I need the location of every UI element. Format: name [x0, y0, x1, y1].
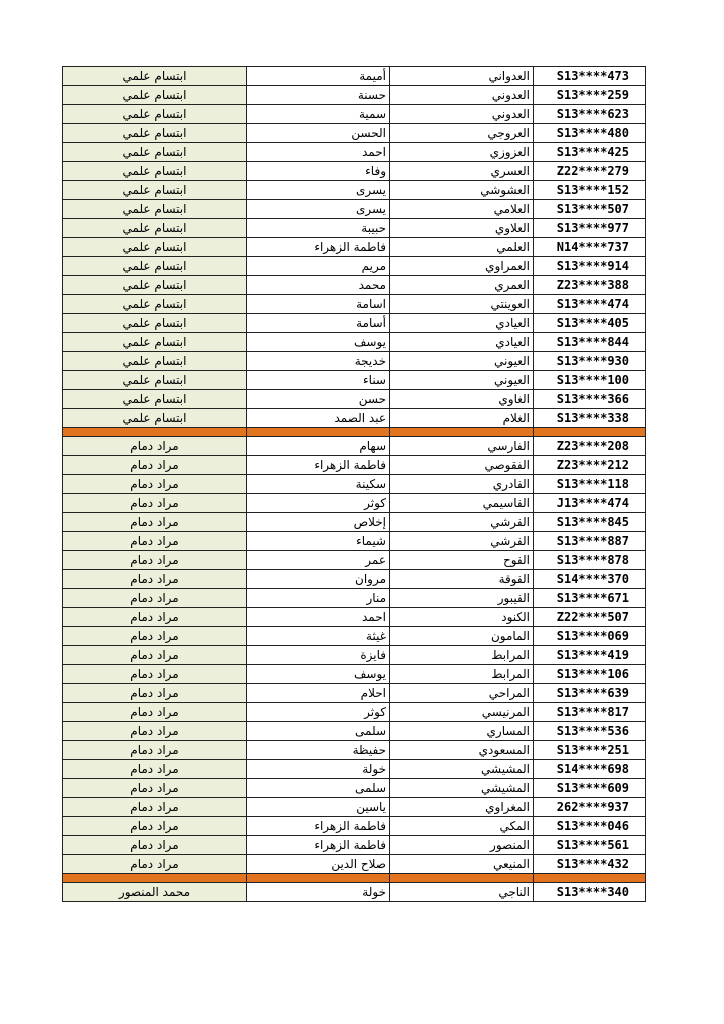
student-id-cell: S13****152 — [534, 181, 646, 200]
supervisor-cell: محمد المنصور — [63, 883, 247, 902]
last-name-cell: العمراوي — [390, 257, 534, 276]
separator-cell — [390, 874, 534, 883]
first-name-cell: فاطمة الزهراء — [247, 817, 390, 836]
student-id-cell: S13****106 — [534, 665, 646, 684]
first-name-cell: أسامة — [247, 314, 390, 333]
last-name-cell: الكنود — [390, 608, 534, 627]
student-id-cell: S13****817 — [534, 703, 646, 722]
supervisor-cell: مراد دمام — [63, 646, 247, 665]
table-row — [62, 703, 646, 722]
supervisor-cell: مراد دمام — [63, 437, 247, 456]
student-id-cell: S13****432 — [534, 855, 646, 874]
student-id-cell: S13****480 — [534, 124, 646, 143]
first-name-cell: منار — [247, 589, 390, 608]
supervisor-cell: مراد دمام — [63, 475, 247, 494]
last-name-cell: الغلام — [390, 409, 534, 428]
supervisor-cell: مراد دمام — [63, 703, 247, 722]
supervisor-cell: ابتسام علمي — [63, 162, 247, 181]
first-name-cell: يوسف — [247, 333, 390, 352]
student-id-cell: S13****100 — [534, 371, 646, 390]
table-row — [62, 836, 646, 855]
first-name-cell: يوسف — [247, 665, 390, 684]
supervisor-cell: ابتسام علمي — [63, 124, 247, 143]
first-name-cell: الحسن — [247, 124, 390, 143]
student-id-cell: S13****340 — [534, 883, 646, 902]
table-row — [62, 295, 646, 314]
last-name-cell: المرابط — [390, 646, 534, 665]
first-name-cell: احلام — [247, 684, 390, 703]
first-name-cell: صلاح الدين — [247, 855, 390, 874]
last-name-cell: العشوشي — [390, 181, 534, 200]
supervisor-cell: مراد دمام — [63, 836, 247, 855]
last-name-cell: القيبور — [390, 589, 534, 608]
supervisor-cell: مراد دمام — [63, 684, 247, 703]
table-row — [62, 257, 646, 276]
last-name-cell: العسري — [390, 162, 534, 181]
first-name-cell: حسن — [247, 390, 390, 409]
table-row — [62, 779, 646, 798]
table-row — [62, 855, 646, 874]
student-id-cell: S13****473 — [534, 67, 646, 86]
table-row — [62, 219, 646, 238]
first-name-cell: اسامة — [247, 295, 390, 314]
supervisor-cell: ابتسام علمي — [63, 219, 247, 238]
student-id-cell: S13****977 — [534, 219, 646, 238]
supervisor-cell: مراد دمام — [63, 570, 247, 589]
last-name-cell: المكي — [390, 817, 534, 836]
student-id-cell: S13****338 — [534, 409, 646, 428]
last-name-cell: المنصور — [390, 836, 534, 855]
first-name-cell: سمية — [247, 105, 390, 124]
separator-cell — [247, 874, 390, 883]
last-name-cell: المنيعي — [390, 855, 534, 874]
first-name-cell: سهام — [247, 437, 390, 456]
table-row — [62, 532, 646, 551]
separator-cell — [534, 428, 646, 437]
table-row — [62, 352, 646, 371]
first-name-cell: عمر — [247, 551, 390, 570]
student-id-cell: S13****609 — [534, 779, 646, 798]
supervisor-cell: مراد دمام — [63, 551, 247, 570]
student-id-cell: Z23****388 — [534, 276, 646, 295]
first-name-cell: كوثر — [247, 703, 390, 722]
first-name-cell: غيثة — [247, 627, 390, 646]
table-row — [62, 817, 646, 836]
group-separator — [62, 874, 646, 883]
last-name-cell: القاسيمي — [390, 494, 534, 513]
student-id-cell: S13****536 — [534, 722, 646, 741]
table-row — [62, 124, 646, 143]
table-row — [62, 627, 646, 646]
student-id-cell: S13****845 — [534, 513, 646, 532]
student-id-cell: S13****914 — [534, 257, 646, 276]
first-name-cell: فاطمة الزهراء — [247, 238, 390, 257]
supervisor-cell: ابتسام علمي — [63, 67, 247, 86]
supervisor-cell: ابتسام علمي — [63, 276, 247, 295]
first-name-cell: خولة — [247, 760, 390, 779]
first-name-cell: يسرى — [247, 181, 390, 200]
supervisor-cell: ابتسام علمي — [63, 257, 247, 276]
student-id-cell: S13****419 — [534, 646, 646, 665]
last-name-cell: الفارسي — [390, 437, 534, 456]
supervisor-cell: ابتسام علمي — [63, 371, 247, 390]
table-row — [62, 456, 646, 475]
student-id-cell: S13****878 — [534, 551, 646, 570]
table-row — [62, 646, 646, 665]
table-row — [62, 608, 646, 627]
student-id-cell: Z22****279 — [534, 162, 646, 181]
table-row — [62, 333, 646, 352]
student-id-cell: 262****937 — [534, 798, 646, 817]
student-id-cell: S13****671 — [534, 589, 646, 608]
separator-cell — [63, 428, 247, 437]
table-row — [62, 162, 646, 181]
supervisor-cell: ابتسام علمي — [63, 86, 247, 105]
supervisor-cell: ابتسام علمي — [63, 314, 247, 333]
last-name-cell: المشيشي — [390, 760, 534, 779]
first-name-cell: فاطمة الزهراء — [247, 836, 390, 855]
student-id-cell: S13****366 — [534, 390, 646, 409]
first-name-cell: سلمى — [247, 722, 390, 741]
table-row — [62, 475, 646, 494]
table-row — [62, 105, 646, 124]
table-row — [62, 798, 646, 817]
last-name-cell: العدواني — [390, 67, 534, 86]
first-name-cell: حفيظة — [247, 741, 390, 760]
supervisor-cell: مراد دمام — [63, 456, 247, 475]
first-name-cell: أميمة — [247, 67, 390, 86]
last-name-cell: العيوني — [390, 352, 534, 371]
last-name-cell: الغاوي — [390, 390, 534, 409]
supervisor-cell: ابتسام علمي — [63, 409, 247, 428]
student-id-cell: S13****561 — [534, 836, 646, 855]
first-name-cell: احمد — [247, 143, 390, 162]
student-table — [62, 66, 646, 902]
first-name-cell: وفاء — [247, 162, 390, 181]
first-name-cell: خولة — [247, 883, 390, 902]
student-id-cell: S13****930 — [534, 352, 646, 371]
table-row — [62, 513, 646, 532]
supervisor-cell: مراد دمام — [63, 741, 247, 760]
table-row — [62, 760, 646, 779]
last-name-cell: القرشي — [390, 513, 534, 532]
table-row — [62, 66, 646, 86]
separator-cell — [390, 428, 534, 437]
first-name-cell: سناء — [247, 371, 390, 390]
table-row — [62, 684, 646, 703]
first-name-cell: مريم — [247, 257, 390, 276]
student-id-cell: S13****623 — [534, 105, 646, 124]
last-name-cell: العيادي — [390, 314, 534, 333]
student-id-cell: S13****887 — [534, 532, 646, 551]
student-id-cell: S13****507 — [534, 200, 646, 219]
supervisor-cell: ابتسام علمي — [63, 390, 247, 409]
last-name-cell: المرنيسي — [390, 703, 534, 722]
last-name-cell: العمري — [390, 276, 534, 295]
student-id-cell: N14****737 — [534, 238, 646, 257]
last-name-cell: القرشي — [390, 532, 534, 551]
last-name-cell: العلامي — [390, 200, 534, 219]
last-name-cell: القوقة — [390, 570, 534, 589]
first-name-cell: يسرى — [247, 200, 390, 219]
student-id-cell: S13****259 — [534, 86, 646, 105]
first-name-cell: محمد — [247, 276, 390, 295]
group-separator — [62, 428, 646, 437]
student-id-cell: S13****118 — [534, 475, 646, 494]
separator-cell — [534, 874, 646, 883]
last-name-cell: المامون — [390, 627, 534, 646]
supervisor-cell: مراد دمام — [63, 589, 247, 608]
supervisor-cell: ابتسام علمي — [63, 200, 247, 219]
last-name-cell: العوينتي — [390, 295, 534, 314]
supervisor-cell: مراد دمام — [63, 817, 247, 836]
first-name-cell: فايزة — [247, 646, 390, 665]
first-name-cell: فاطمة الزهراء — [247, 456, 390, 475]
table-row — [62, 181, 646, 200]
last-name-cell: المشيشي — [390, 779, 534, 798]
first-name-cell: سلمى — [247, 779, 390, 798]
supervisor-cell: ابتسام علمي — [63, 238, 247, 257]
student-id-cell: S13****474 — [534, 295, 646, 314]
first-name-cell: مروان — [247, 570, 390, 589]
table-row — [62, 494, 646, 513]
student-id-cell: S14****698 — [534, 760, 646, 779]
table-row — [62, 276, 646, 295]
student-id-cell: S13****046 — [534, 817, 646, 836]
table-row — [62, 722, 646, 741]
table-row — [62, 551, 646, 570]
first-name-cell: عبد الصمد — [247, 409, 390, 428]
table-row — [62, 741, 646, 760]
student-id-cell: S13****405 — [534, 314, 646, 333]
table-row — [62, 314, 646, 333]
supervisor-cell: مراد دمام — [63, 722, 247, 741]
last-name-cell: العلاوي — [390, 219, 534, 238]
table-row — [62, 409, 646, 428]
last-name-cell: العلمي — [390, 238, 534, 257]
last-name-cell: العزوزي — [390, 143, 534, 162]
last-name-cell: المساري — [390, 722, 534, 741]
supervisor-cell: مراد دمام — [63, 608, 247, 627]
table-row — [62, 371, 646, 390]
student-id-cell: S13****844 — [534, 333, 646, 352]
student-id-cell: S13****425 — [534, 143, 646, 162]
first-name-cell: كوثر — [247, 494, 390, 513]
student-id-cell: S14****370 — [534, 570, 646, 589]
supervisor-cell: مراد دمام — [63, 513, 247, 532]
supervisor-cell: مراد دمام — [63, 760, 247, 779]
table-row — [62, 437, 646, 456]
table-row — [62, 589, 646, 608]
supervisor-cell: ابتسام علمي — [63, 181, 247, 200]
separator-cell — [247, 428, 390, 437]
student-id-cell: S13****639 — [534, 684, 646, 703]
last-name-cell: العيادي — [390, 333, 534, 352]
supervisor-cell: ابتسام علمي — [63, 295, 247, 314]
table-row — [62, 883, 646, 902]
first-name-cell: إخلاص — [247, 513, 390, 532]
student-id-cell: S13****251 — [534, 741, 646, 760]
last-name-cell: القوح — [390, 551, 534, 570]
supervisor-cell: مراد دمام — [63, 665, 247, 684]
last-name-cell: المغراوي — [390, 798, 534, 817]
table-row — [62, 86, 646, 105]
first-name-cell: شيماء — [247, 532, 390, 551]
table-row — [62, 390, 646, 409]
last-name-cell: العدوني — [390, 105, 534, 124]
student-id-cell: S13****069 — [534, 627, 646, 646]
last-name-cell: العدوني — [390, 86, 534, 105]
supervisor-cell: ابتسام علمي — [63, 333, 247, 352]
last-name-cell: الناجي — [390, 883, 534, 902]
table-row — [62, 143, 646, 162]
first-name-cell: احمد — [247, 608, 390, 627]
first-name-cell: حسنة — [247, 86, 390, 105]
separator-cell — [63, 874, 247, 883]
supervisor-cell: ابتسام علمي — [63, 105, 247, 124]
table-row — [62, 200, 646, 219]
table-row — [62, 570, 646, 589]
first-name-cell: خديجة — [247, 352, 390, 371]
last-name-cell: المرابط — [390, 665, 534, 684]
table-row — [62, 665, 646, 684]
last-name-cell: المسعودي — [390, 741, 534, 760]
supervisor-cell: مراد دمام — [63, 532, 247, 551]
supervisor-cell: مراد دمام — [63, 627, 247, 646]
last-name-cell: الفقوصي — [390, 456, 534, 475]
last-name-cell: العيوني — [390, 371, 534, 390]
first-name-cell: ياسين — [247, 798, 390, 817]
student-id-cell: J13****474 — [534, 494, 646, 513]
first-name-cell: سكينة — [247, 475, 390, 494]
supervisor-cell: ابتسام علمي — [63, 143, 247, 162]
table-row — [62, 238, 646, 257]
last-name-cell: المراحي — [390, 684, 534, 703]
student-id-cell: Z23****212 — [534, 456, 646, 475]
first-name-cell: حبيبة — [247, 219, 390, 238]
supervisor-cell: ابتسام علمي — [63, 352, 247, 371]
student-id-cell: Z23****208 — [534, 437, 646, 456]
supervisor-cell: مراد دمام — [63, 779, 247, 798]
last-name-cell: القادري — [390, 475, 534, 494]
supervisor-cell: مراد دمام — [63, 494, 247, 513]
supervisor-cell: مراد دمام — [63, 855, 247, 874]
student-id-cell: Z22****507 — [534, 608, 646, 627]
last-name-cell: العروجي — [390, 124, 534, 143]
supervisor-cell: مراد دمام — [63, 798, 247, 817]
